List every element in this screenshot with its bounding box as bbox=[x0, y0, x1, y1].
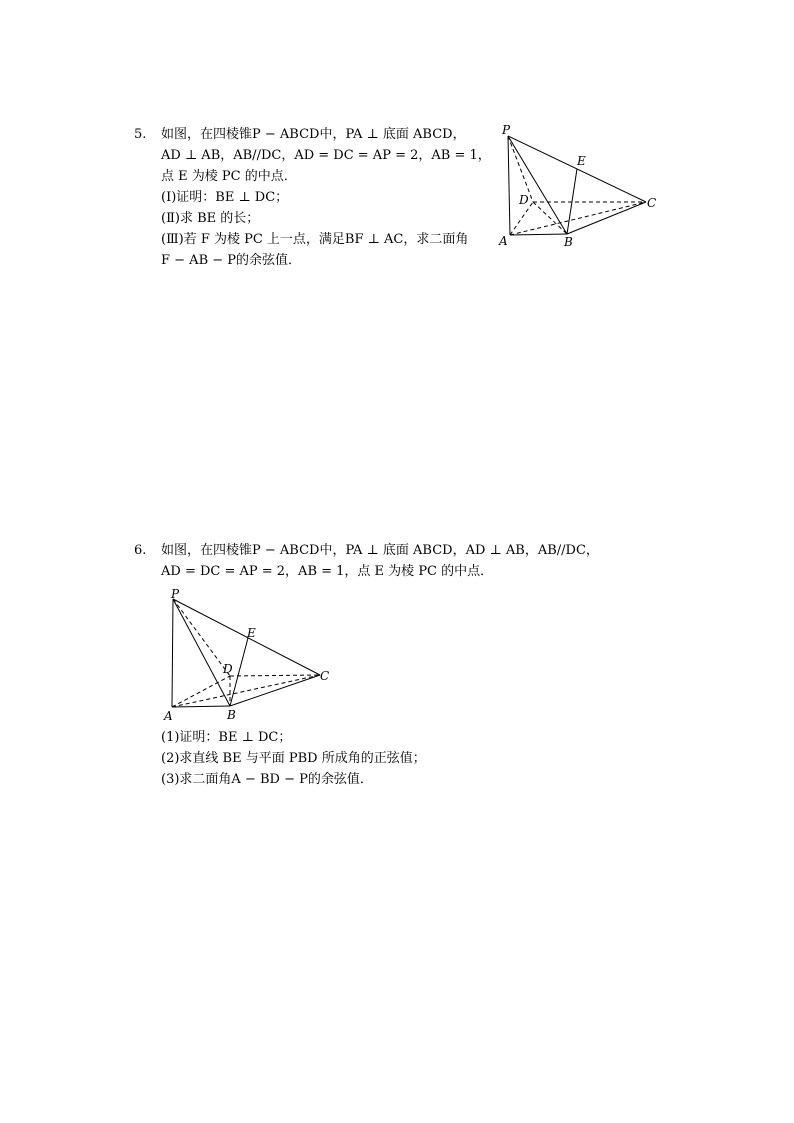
edge-PD bbox=[173, 599, 230, 676]
label-B: B bbox=[564, 235, 573, 249]
label-B: B bbox=[227, 708, 236, 722]
label-C: C bbox=[647, 196, 657, 210]
question-1: (Ⅰ)证明：BE ⊥ DC； bbox=[161, 190, 289, 205]
label-D: D bbox=[223, 662, 233, 676]
edge-PB bbox=[173, 599, 230, 706]
edge-AC bbox=[172, 675, 320, 707]
edge-DB bbox=[533, 202, 567, 234]
problem-line: AD = DC = AP = 2，AB = 1，点 E 为棱 PC 的中点． bbox=[161, 564, 494, 579]
problem-number: 6. bbox=[134, 543, 147, 558]
problem-line: AD ⊥ AB，AB//DC，AD = DC = AP = 2，AB = 1， bbox=[161, 148, 491, 163]
label-C: C bbox=[320, 669, 330, 683]
problem-number: 5. bbox=[134, 127, 147, 142]
edge-PA bbox=[508, 136, 510, 235]
question-1: (1)证明：BE ⊥ DC； bbox=[161, 730, 292, 745]
question-2: (Ⅱ)求 BE 的长； bbox=[161, 211, 260, 226]
edge-BE bbox=[230, 638, 248, 706]
edge-AB bbox=[172, 706, 230, 707]
label-A: A bbox=[499, 234, 508, 248]
edge-PA bbox=[172, 599, 173, 707]
label-P: P bbox=[171, 587, 180, 601]
question-3-cont: F − AB − P的余弦值． bbox=[161, 253, 302, 268]
edge-AB bbox=[510, 234, 567, 235]
problem-line: 如图，在四棱锥P − ABCD中，PA ⊥ 底面 ABCD， bbox=[161, 127, 466, 142]
pyramid-figure-6 bbox=[160, 586, 340, 730]
label-A: A bbox=[164, 709, 173, 723]
problem-text bbox=[161, 540, 599, 582]
label-E: E bbox=[247, 626, 256, 640]
label-D: D bbox=[519, 193, 529, 207]
problem-line: 如图，在四棱锥P − ABCD中，PA ⊥ 底面 ABCD，AD ⊥ AB，AB//DC， bbox=[161, 543, 599, 558]
question-3: (3)求二面角A − BD − P的余弦值． bbox=[161, 772, 373, 787]
edge-DC bbox=[230, 675, 320, 676]
question-2: (2)求直线 BE 与平面 PBD 所成角的正弦值； bbox=[161, 751, 426, 766]
label-P: P bbox=[502, 123, 511, 137]
pyramid-figure-5 bbox=[490, 118, 670, 257]
problem-6-questions bbox=[161, 727, 426, 790]
problem-text bbox=[161, 124, 491, 271]
edge-PB bbox=[508, 136, 567, 234]
question-3: (Ⅲ)若 F 为棱 PC 上一点，满足BF ⊥ AC，求二面角 bbox=[161, 232, 469, 247]
problem-line: 点 E 为棱 PC 的中点． bbox=[161, 169, 297, 184]
label-E: E bbox=[577, 154, 586, 168]
edge-BC bbox=[230, 675, 320, 706]
edge-AD bbox=[172, 676, 230, 707]
